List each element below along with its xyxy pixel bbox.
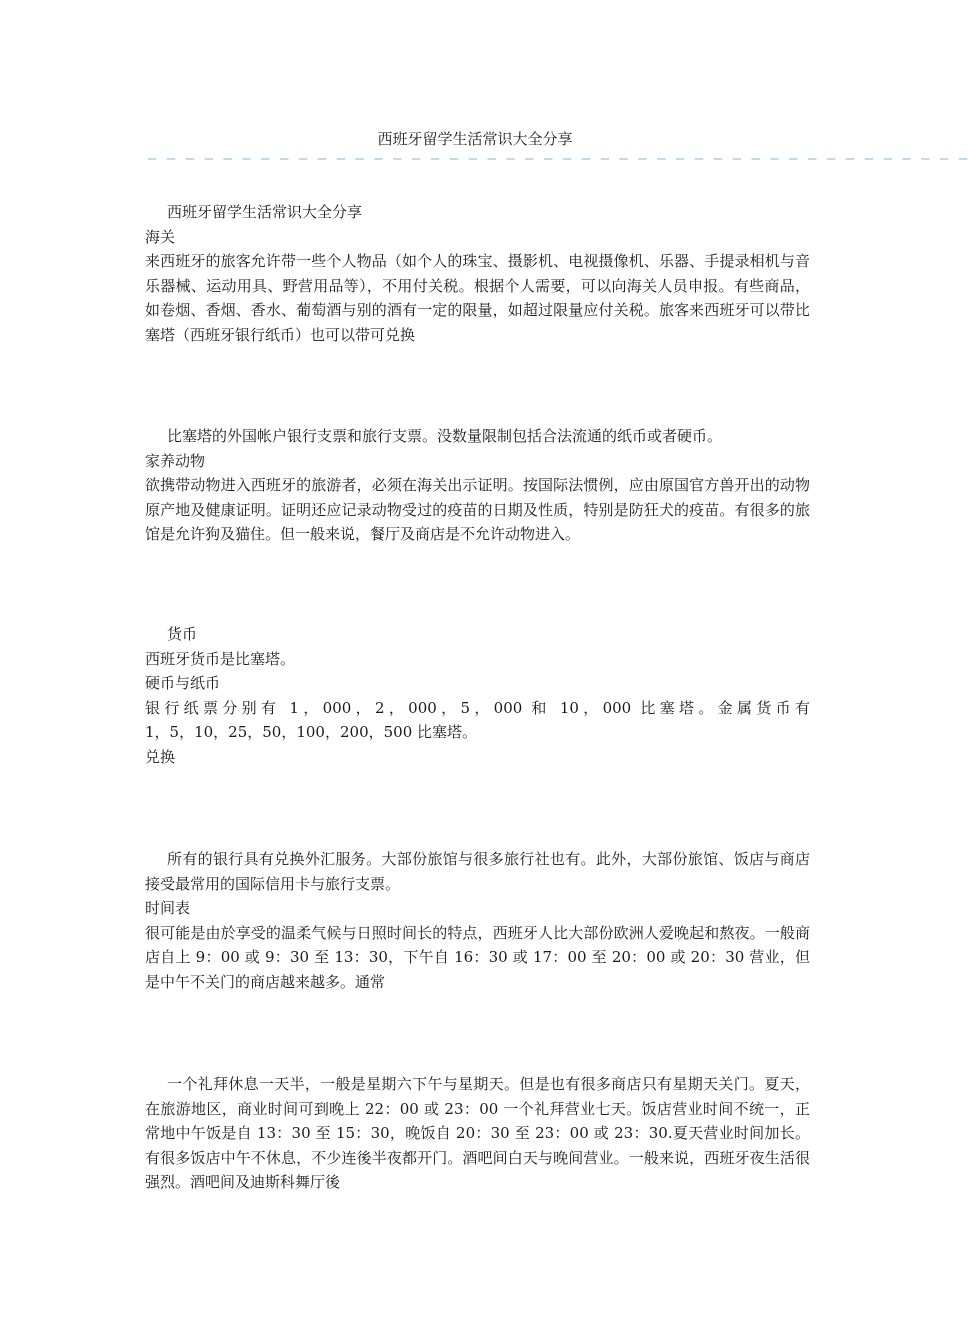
schedule-paragraph: 很可能是由於享受的温柔气候与日照时间长的特点，西班牙人比大部份欧洲人爱晚起和熬夜。一般商店自上 9：00 或 9：30 至 13：30，下午自 16：30 或 17：00 至 20：00 或 20：30 营业，但是中午不关门的商店越来越多。通常 (145, 923, 810, 991)
customs-continuation: 比塞塔的外国帐户银行支票和旅行支票。没数量限制包括合法流通的纸币或者硬币。 (167, 427, 723, 445)
coins-line-1: 银行纸票分别有 1，000，2，000，5，000 和 10，000 比塞塔。金属货币有 (145, 698, 810, 717)
coins-line-2: 1，5，10，25，50，100，200，500 比塞塔。 (145, 723, 478, 742)
pets-paragraph: 欲携带动物进入西班牙的旅游者，必须在海关出示证明。按国际法惯例，应由原国官方兽开出的动物原产地及健康证明。证明还应记录动物受过的疫苗的日期及性质，特别是防狂犬的疫苗。有很多的旅馆是允许狗及猫住。但一般来说，餐厅及商店是不允许动物进入。 (145, 476, 810, 544)
page-title: 西班牙留学生活常识大全分享 (377, 130, 573, 148)
section-customs (145, 200, 810, 348)
coins-label: 硬币与纸币 (145, 674, 221, 693)
section-pets (145, 424, 810, 547)
exchange-label: 兑换 (145, 747, 176, 766)
business-hours-paragraph: 一个礼拜休息一天半，一般是星期六下午与星期天。但是也有很多商店只有星期天关门。夏天，在旅游地区，商业时间可到晚上 22：00 或 23：00 一个礼拜营业七天。饭店营业时间不统一，正常地中午饭是自 13：30 至 15：30，晚饭自 20：30 至 23：00 或 23：30.夏天营业时间加长。有很多饭店中午不休息，不少连後半夜都开门。酒吧间白天与晚间营业。一般来说，西班牙夜生活很强烈。酒吧间及迪斯科舞厅後 (145, 1075, 810, 1192)
document-heading: 西班牙留学生活常识大全分享 (167, 203, 363, 221)
exchange-paragraph: 所有的银行具有兑换外汇服务。大部份旅馆与很多旅行社也有。此外，大部份旅馆、饭店与商店接受最常用的国际信用卡与旅行支票。 (145, 850, 810, 893)
pets-label: 家养动物 (145, 451, 206, 470)
section-schedule (145, 847, 810, 995)
currency-paragraph: 西班牙货币是比塞塔。 (145, 649, 296, 668)
customs-paragraph: 来西班牙的旅客允许带一些个人物品（如个人的珠宝、摄影机、电视摄像机、乐器、手提录相机与音乐器械、运动用具、野营用品等），不用付关税。根据个人需要，可以向海关人员申报。有些商品，如卷烟、香烟、香水、葡萄酒与别的酒有一定的限量，如超过限量应付关税。旅客来西班牙可以带比塞塔（西班牙银行纸币）也可以带可兑换 (145, 252, 810, 344)
customs-label: 海关 (145, 227, 176, 246)
section-currency (145, 622, 810, 770)
schedule-label: 时间表 (145, 899, 191, 918)
currency-label: 货币 (167, 625, 198, 643)
section-business-hours (145, 1072, 810, 1195)
title-divider: — — — — — — — — — — — — — — — — — — — — — — — — — — — — — — — — — — — — — — — — — — — — (148, 151, 968, 167)
